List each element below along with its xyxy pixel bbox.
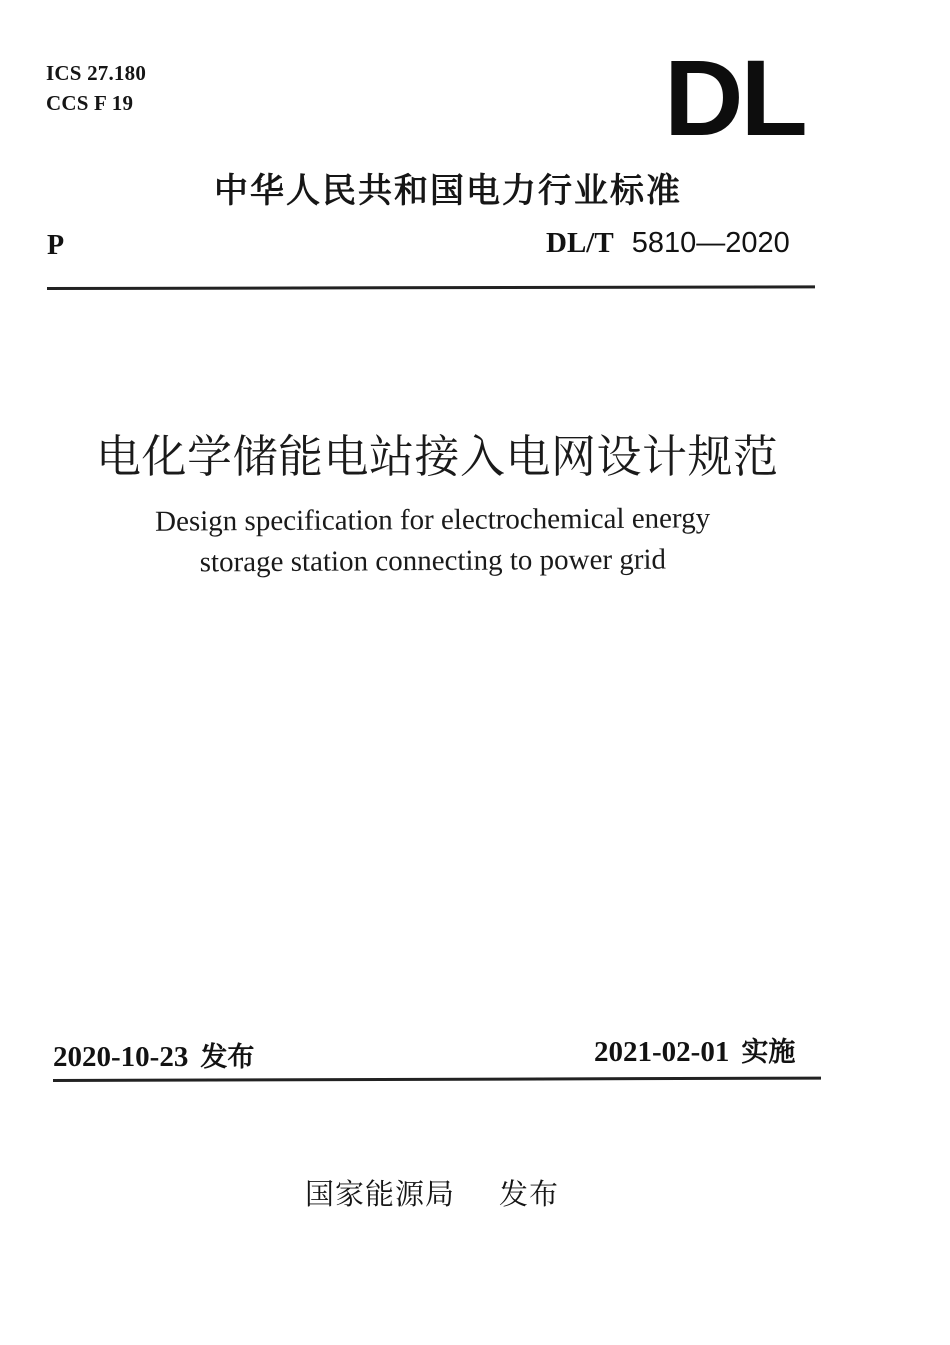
issuer-line (305, 1172, 559, 1213)
standard-number-prefix: DL/T (546, 227, 614, 259)
standard-number-code: 5810—2020 (631, 227, 790, 259)
document-title-chinese: 电化学储能电站接入电网设计规范 (96, 430, 779, 483)
issue-label: 发布 (200, 1042, 255, 1073)
english-title-line-1: Design specification for electrochemical energy (154, 502, 711, 538)
standard-number (546, 225, 790, 260)
top-divider (47, 285, 815, 290)
implement-date-block (594, 1030, 795, 1069)
issue-date: 2020-10-23 (53, 1041, 189, 1073)
implement-label: 实施 (741, 1037, 796, 1068)
bottom-divider (53, 1077, 821, 1082)
issuer-action: 发布 (499, 1177, 560, 1211)
english-title-line-2: storage station connecting to power grid (199, 543, 667, 579)
dl-logo: DL (664, 37, 805, 158)
category-code: P (47, 230, 65, 261)
ics-code: ICS 27.180 (46, 61, 147, 85)
issue-date-block (53, 1035, 254, 1074)
industry-standard-title: 中华人民共和国电力行业标准 (214, 171, 682, 211)
implement-date: 2021-02-01 (594, 1036, 730, 1068)
ccs-code: CCS F 19 (46, 91, 134, 115)
document-title-english (0, 497, 865, 584)
issuer-name: 国家能源局 (305, 1177, 456, 1211)
